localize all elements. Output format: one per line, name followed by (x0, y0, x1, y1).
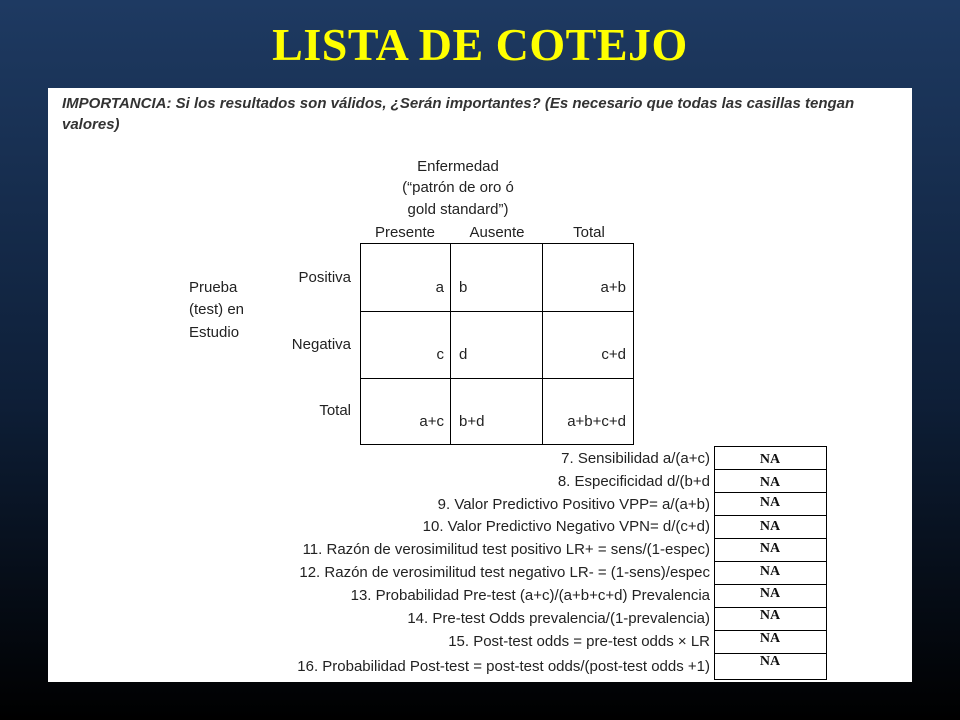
na-line-10 (714, 679, 827, 680)
disease-header-line3: gold standard”) (407, 201, 509, 218)
checklist-label-15: 15. Post-test odds = pre-test odds × LR (448, 633, 710, 650)
cell-c: c (436, 346, 444, 363)
checklist-label-9: 9. Valor Predictivo Positivo VPP= a/(a+b) (437, 496, 710, 513)
cell-d: d (459, 346, 468, 363)
checklist-value-12: NA (759, 564, 781, 579)
row-header-positiva: Positiva (298, 269, 351, 286)
checklist-panel (48, 88, 912, 682)
grid-line-mid1 (360, 311, 634, 312)
grid-line-right (633, 243, 634, 445)
checklist-label-11: 11. Razón de verosimilitud test positivo LR+ = sens/(1-espec) (302, 541, 710, 558)
na-line-2 (714, 492, 827, 493)
na-line-6 (714, 584, 827, 585)
col-header-total: Total (573, 224, 605, 241)
cell-a-plus-b-plus-c-plus-d: a+b+c+d (567, 413, 626, 430)
na-line-1 (714, 469, 827, 470)
grid-line-bottom (360, 444, 634, 445)
importance-question: IMPORTANCIA: Si los resultados son válidos, ¿Serán importantes? (Es necesario que todas las casillas tengan valores) (62, 95, 855, 133)
checklist-value-16: NA (759, 654, 781, 669)
checklist-value-7: NA (759, 452, 781, 467)
checklist-value-15: NA (759, 631, 781, 646)
checklist-value-11: NA (759, 541, 781, 556)
na-line-5 (714, 561, 827, 562)
row-header-prueba-line3: Estudio (189, 324, 240, 341)
checklist-label-7: 7. Sensibilidad a/(a+c) (561, 450, 710, 467)
cell-a: a (435, 279, 444, 296)
row-header-prueba-line1: Prueba (189, 279, 238, 296)
cell-c-plus-d: c+d (601, 346, 626, 363)
row-header-negativa: Negativa (291, 336, 351, 353)
grid-line-top (360, 243, 634, 244)
checklist-value-10: NA (759, 519, 781, 534)
row-header-prueba-line2: (test) en (189, 301, 245, 318)
checklist-label-8: 8. Especificidad d/(b+d (557, 473, 710, 490)
checklist-value-8: NA (759, 475, 781, 490)
checklist-label-13: 13. Probabilidad Pre-test (a+c)/(a+b+c+d) Prevalencia (350, 587, 710, 604)
cell-b-plus-d: b+d (459, 413, 485, 430)
checklist-label-14: 14. Pre-test Odds prevalencia/(1-prevalencia) (407, 610, 710, 627)
cell-b: b (459, 279, 468, 296)
checklist-label-10: 10. Valor Predictivo Negativo VPN= d/(c+d) (422, 518, 710, 535)
row-header-total: Total (319, 402, 351, 419)
cell-a-plus-b: a+b (600, 279, 626, 296)
checklist-value-9: NA (759, 495, 781, 510)
disease-header-line1: Enfermedad (417, 158, 499, 175)
col-header-presente: Presente (374, 224, 436, 241)
grid-line-mid2 (360, 378, 634, 379)
na-line-0 (714, 446, 827, 447)
grid-line-center (450, 243, 451, 445)
disease-header-line2: (“patrón de oro ó (402, 179, 514, 196)
cell-a-plus-c: a+c (419, 413, 444, 430)
slide-title: LISTA DE COTEJO (272, 19, 688, 70)
na-line-3 (714, 515, 827, 516)
checklist-value-13: NA (759, 586, 781, 601)
checklist-label-12: 12. Razón de verosimilitud test negativo LR- = (1-sens)/espec (299, 564, 710, 581)
grid-line-total-left (542, 243, 543, 445)
na-column-right-border (826, 446, 827, 680)
grid-line-left (360, 243, 361, 445)
na-line-4 (714, 538, 827, 539)
col-header-ausente: Ausente (469, 224, 525, 241)
checklist-label-16: 16. Probabilidad Post-test = post-test odds/(post-test odds +1) (297, 658, 710, 675)
checklist-value-14: NA (759, 608, 781, 623)
